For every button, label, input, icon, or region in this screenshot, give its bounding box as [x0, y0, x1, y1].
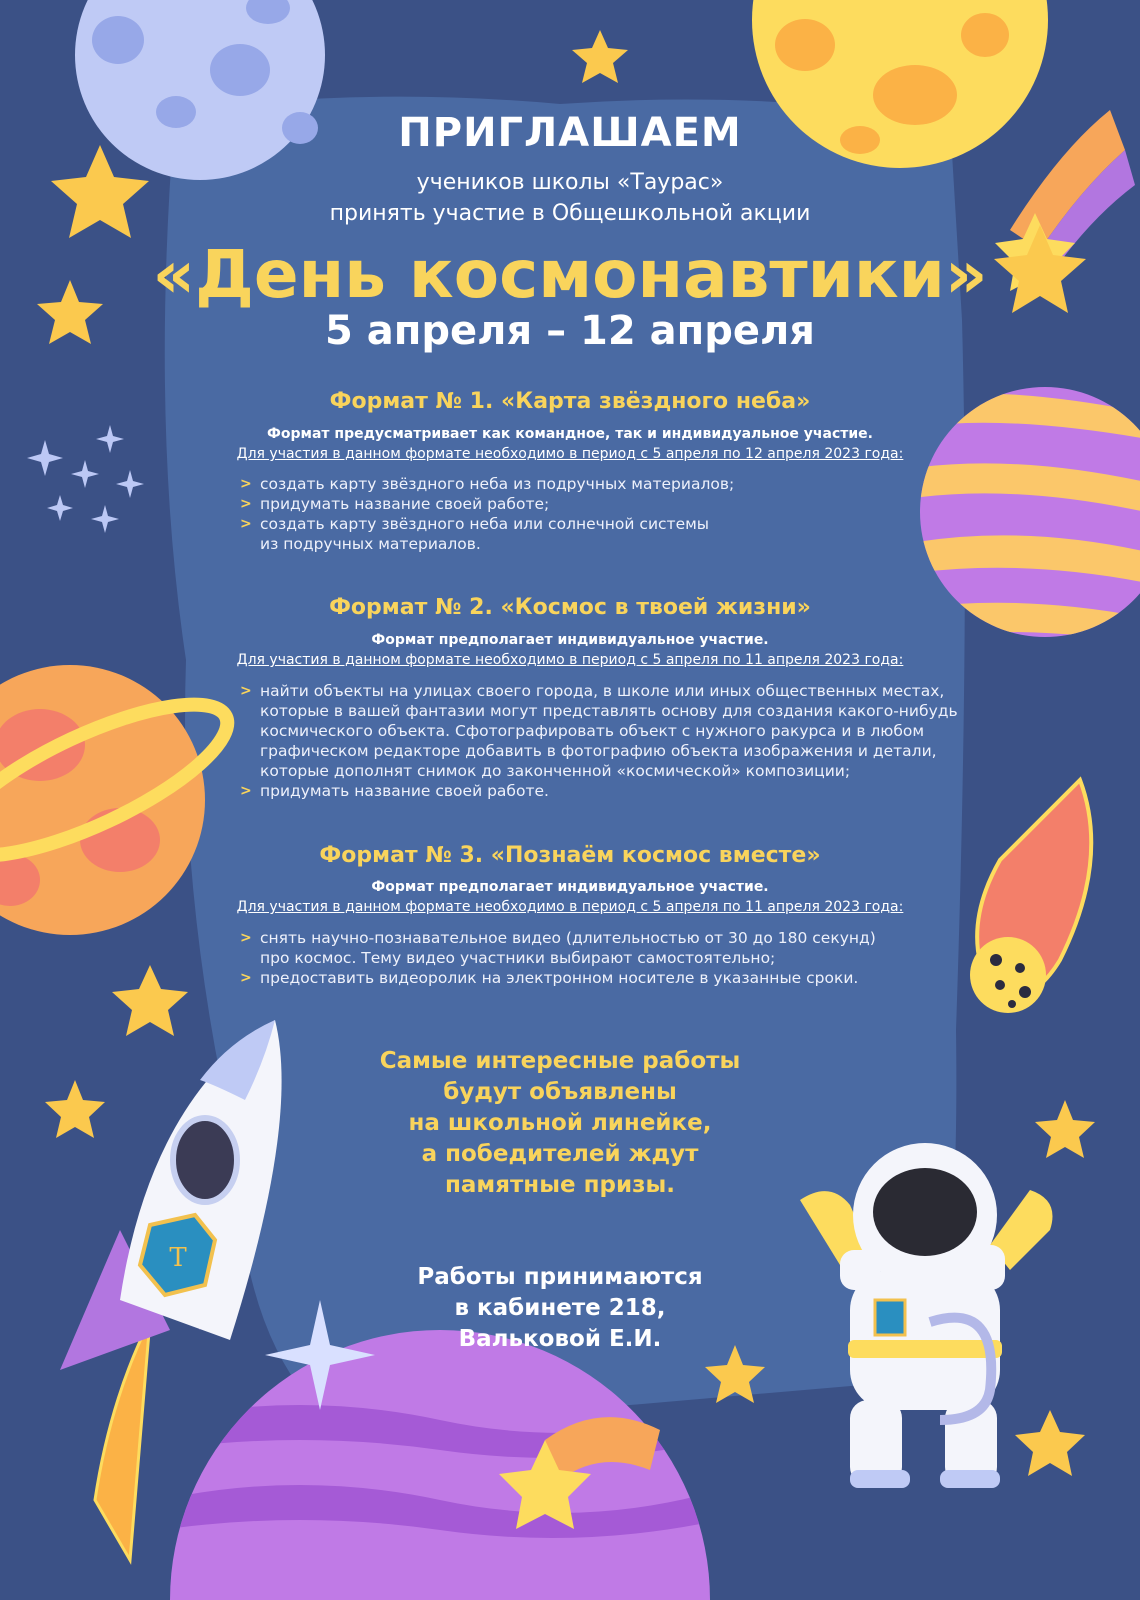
list-item: > снять научно-познавательное видео (длительностью от 30 до 180 секунд)	[240, 928, 876, 948]
closing-line: будут объявлены	[443, 1079, 677, 1105]
list-item-continuation: космического объекта. Сфотографировать объект с нужного ракурса и в любом	[260, 722, 925, 740]
closing-line: а победителей ждут	[421, 1141, 699, 1167]
list-item-continuation: графическом редакторе добавить в фотографию объекта изображения и детали,	[260, 742, 937, 760]
format-3-title: Формат № 3. «Познаём космос вместе»	[319, 843, 821, 868]
svg-text:Т: Т	[169, 1243, 187, 1273]
format-1-rule: Для участия в данном формате необходимо в период с 5 апреля по 12 апреля 2023 года:	[236, 446, 904, 462]
format-2-list	[240, 681, 958, 801]
format-3-note: Формат предполагает индивидуальное участие.	[371, 879, 769, 895]
list-item-continuation: из подручных материалов.	[260, 535, 481, 553]
closing-line: Самые интересные работы	[379, 1048, 741, 1074]
closing-line: на школьной линейке,	[408, 1110, 712, 1136]
invite-heading: ПРИГЛАШАЕМ	[398, 110, 742, 156]
closing-message	[330, 1046, 790, 1201]
format-1-title: Формат № 1. «Карта звёздного неба»	[329, 389, 811, 414]
list-item: > найти объекты на улицах своего города, в школе или иных общественных местах,	[240, 681, 958, 701]
drop-off-line: в кабинете 218,	[454, 1295, 666, 1321]
list-item-continuation: которые дополнят снимок до законченной «космической» композиции;	[260, 762, 851, 780]
list-item: > предоставить видеоролик на электронном носителе в указанные сроки.	[240, 968, 876, 988]
list-item: > создать карту звёздного неба или солнечной системы	[240, 514, 734, 534]
drop-off-line: Работы принимаются	[417, 1264, 703, 1290]
drop-off-info	[330, 1262, 790, 1355]
format-1-list	[240, 474, 734, 554]
list-item: > придумать название своей работе;	[240, 494, 734, 514]
format-3-list	[240, 928, 876, 988]
format-2-note: Формат предполагает индивидуальное участие.	[371, 632, 769, 648]
format-1-note: Формат предусматривает как командное, так и индивидуальное участие.	[267, 426, 873, 442]
list-item-continuation: про космос. Тему видео участники выбирают самостоятельно;	[260, 949, 776, 967]
intro-line-2: принять участие в Общешкольной акции	[329, 201, 811, 226]
event-dates: 5 апреля – 12 апреля	[325, 308, 815, 354]
format-2-title: Формат № 2. «Космос в твоей жизни»	[329, 595, 811, 620]
drop-off-line: Вальковой Е.И.	[458, 1326, 662, 1352]
intro-line-1: учеников школы «Таурас»	[416, 170, 724, 195]
list-item: > создать карту звёздного неба из подручных материалов;	[240, 474, 734, 494]
closing-line: памятные призы.	[445, 1172, 675, 1198]
list-item-continuation: которые в вашей фантазии могут представлять основу для создания какого-нибудь	[260, 702, 958, 720]
list-item: > придумать название своей работе.	[240, 781, 958, 801]
format-2-rule: Для участия в данном формате необходимо в период с 5 апреля по 11 апреля 2023 года:	[236, 652, 904, 668]
format-3-rule: Для участия в данном формате необходимо в период с 5 апреля по 11 апреля 2023 года:	[236, 899, 904, 915]
event-title: «День космонавтики»	[152, 236, 988, 313]
